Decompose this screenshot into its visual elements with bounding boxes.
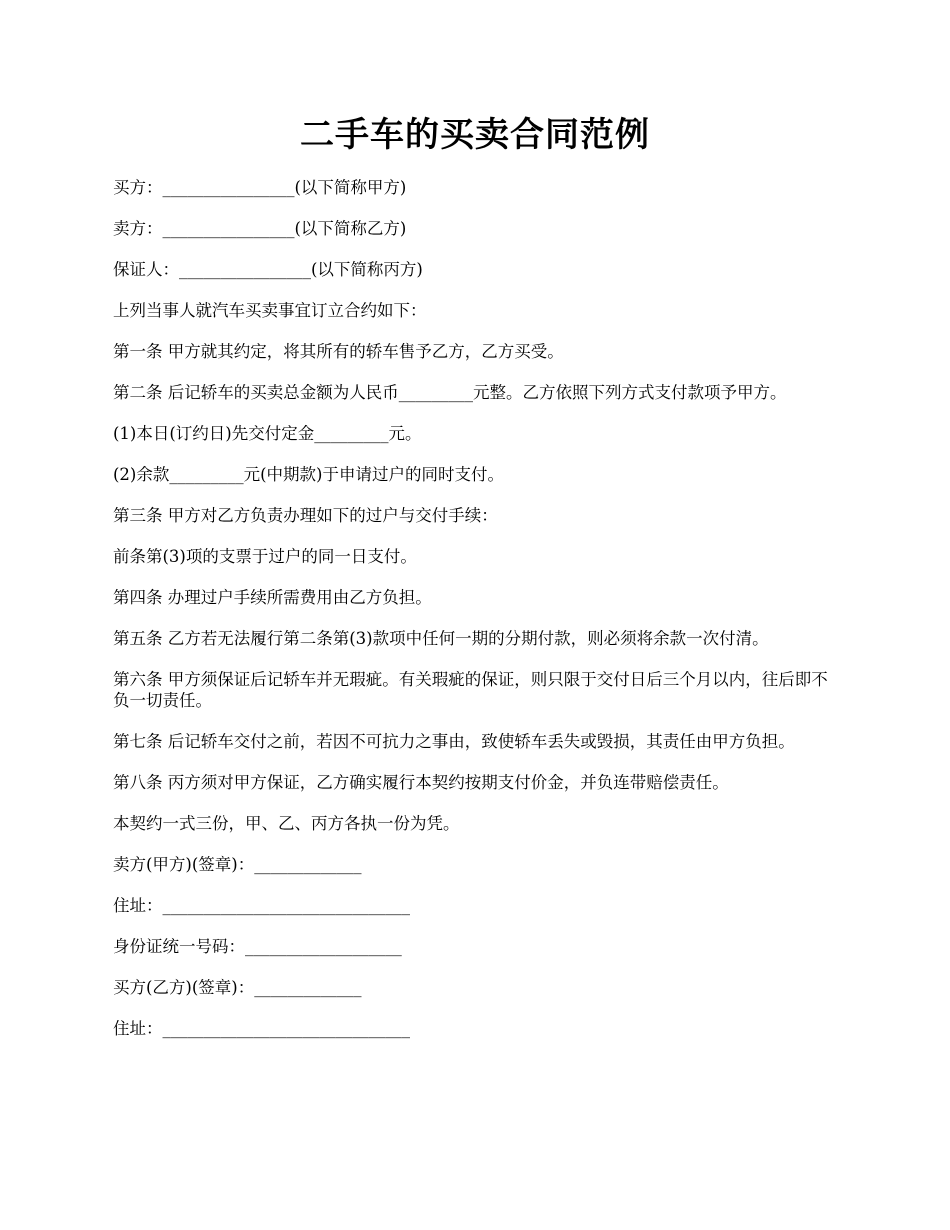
- preamble: 上列当事人就汽车买卖事宜订立合约如下：: [113, 301, 427, 320]
- article-2: 第二条 后记轿车的买卖总金额为人民币_________元整。乙方依照下列方式支付款项予甲方。: [113, 383, 787, 402]
- guarantor-line: 保证人：________________(以下简称丙方): [113, 260, 423, 279]
- seller-id-line: 身份证统一号码：___________________: [113, 937, 402, 956]
- seller-line: 卖方：________________(以下简称乙方): [113, 219, 407, 238]
- article-4: 第四条 办理过户手续所需费用由乙方负担。: [113, 588, 432, 607]
- seller-signature-line: 卖方(甲方)(签章)：_____________: [113, 855, 362, 874]
- article-8: 第八条 丙方须对甲方保证，乙方确实履行本契约按期支付价金，并负连带赔偿责任。: [113, 773, 729, 792]
- article-3: 第三条 甲方对乙方负责办理如下的过户与交付手续：: [113, 506, 498, 525]
- article-2-item-2: (2)余款_________元(中期款)于申请过户的同时支付。: [113, 465, 504, 484]
- article-6: 第六条 甲方须保证后记轿车并无瑕疵。有关瑕疵的保证，则只限于交付日后三个月以内，往后即不负一切责任。: [113, 670, 828, 710]
- copies-statement: 本契约一式三份，甲、乙、丙方各执一份为凭。: [113, 814, 460, 833]
- buyer-address-line: 住址：______________________________: [113, 1019, 410, 1038]
- article-2-item-1: (1)本日(订约日)先交付定金_________元。: [113, 424, 422, 443]
- article-1: 第一条 甲方就其约定，将其所有的轿车售予乙方，乙方买受。: [113, 342, 564, 361]
- article-5: 第五条 乙方若无法履行第二条第(3)款项中任何一期的分期付款，则必须将余款一次付清。: [113, 629, 769, 648]
- contract-body: [113, 177, 841, 1059]
- document-title: 二手车的买卖合同范例: [300, 115, 650, 155]
- seller-address-line: 住址：______________________________: [113, 896, 410, 915]
- buyer-line: 买方：________________(以下简称甲方): [113, 178, 407, 197]
- article-3-detail: 前条第(3)项的支票于过户的同一日支付。: [113, 547, 417, 566]
- article-7: 第七条 后记轿车交付之前，若因不可抗力之事由，致使轿车丢失或毁损，其责任由甲方负担。: [113, 732, 795, 751]
- buyer-signature-line: 买方(乙方)(签章)：_____________: [113, 978, 362, 997]
